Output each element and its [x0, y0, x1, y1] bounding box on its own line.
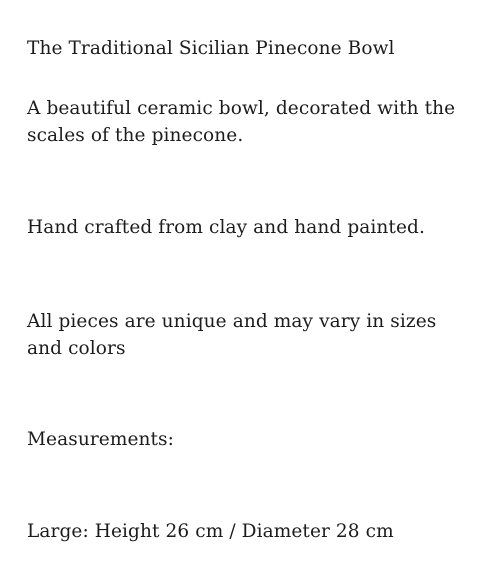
size-large: Large: Height 26 cm / Diameter 28 cm [27, 521, 394, 542]
product-title: The Traditional Sicilian Pinecone Bowl [27, 38, 395, 59]
product-description-text: A beautiful ceramic bowl, decorated with the scales of the pinecone. [27, 98, 456, 146]
measurements-heading: Measurements: [27, 429, 174, 450]
uniqueness-text: All pieces are unique and may vary in sizes and colors [27, 311, 437, 359]
craft-text: Hand crafted from clay and hand painted. [27, 217, 425, 238]
